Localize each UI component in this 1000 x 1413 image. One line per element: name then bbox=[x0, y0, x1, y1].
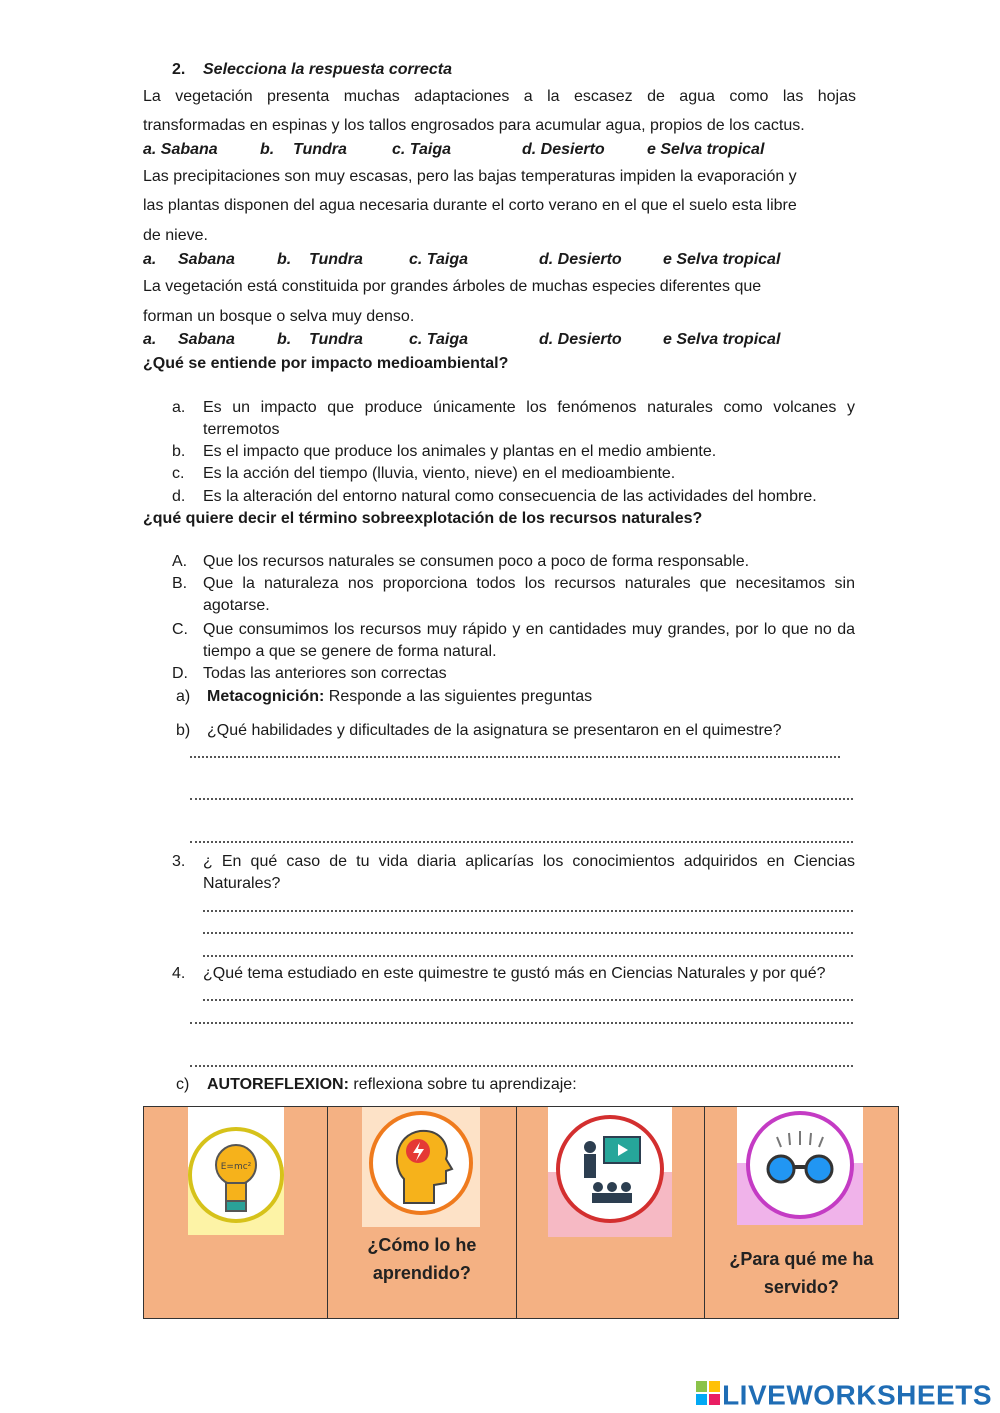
question-b-letter: b) bbox=[176, 722, 191, 739]
option-d[interactable]: d. Desierto bbox=[522, 141, 605, 158]
autoreflexion-label: AUTOREFLEXION: bbox=[207, 1076, 349, 1093]
q1-line2: transformadas en espinas y los tallos engrosados para acumular agua, propios de los cactus. bbox=[143, 117, 805, 134]
sobre-option-letter: D. bbox=[172, 665, 188, 682]
sobre-option-letter: C. bbox=[172, 621, 188, 638]
question-4-text: ¿Qué tema estudiado en este quimestre te gustó más en Ciencias Naturales y por qué? bbox=[203, 965, 826, 982]
sobre-option-letter: A. bbox=[172, 553, 188, 570]
brand-logo-text: LIVEWORKSHEETS bbox=[722, 1379, 992, 1411]
reflection-cell-3[interactable] bbox=[516, 1107, 704, 1319]
option-a-letter: a. bbox=[143, 251, 157, 268]
option-a-letter: a. bbox=[143, 331, 157, 348]
q1-line1: La vegetación presenta muchas adaptaciones a la escasez de agua como las hojas bbox=[143, 88, 856, 105]
sobre-option-b[interactable]: Que la naturaleza nos proporciona todos los recursos naturales que necesitamos sin agotarse. bbox=[203, 575, 855, 614]
sobre-option-letter: B. bbox=[172, 575, 188, 592]
presentation-icon bbox=[548, 1107, 672, 1237]
option-a[interactable]: Sabana bbox=[178, 331, 235, 348]
answer-line[interactable] bbox=[203, 999, 853, 1001]
option-d[interactable]: d. Desierto bbox=[539, 251, 622, 268]
question-3-number: 3. bbox=[172, 853, 186, 870]
question-3-line2: Naturales? bbox=[203, 875, 281, 892]
section-title: Selecciona la respuesta correcta bbox=[203, 61, 453, 78]
option-d[interactable]: d. Desierto bbox=[539, 331, 622, 348]
head-idea-icon bbox=[362, 1107, 480, 1227]
option-a[interactable]: a. Sabana bbox=[143, 141, 218, 158]
metacognicion-label: Metacognición: bbox=[207, 688, 325, 705]
answer-line[interactable] bbox=[190, 1065, 853, 1067]
autoreflexion-letter: c) bbox=[176, 1076, 190, 1093]
q2-line2: las plantas disponen del agua necesaria durante el corto verano en el que el suelo esta libre bbox=[143, 197, 797, 214]
q2-line1: Las precipitaciones son muy escasas, pero las bajas temperaturas impiden la evaporación y bbox=[143, 168, 797, 185]
cell-label-line1: ¿Para qué me ha bbox=[729, 1249, 874, 1269]
lightbulb-icon bbox=[188, 1107, 284, 1235]
answer-line[interactable] bbox=[203, 955, 853, 957]
answer-line[interactable] bbox=[190, 841, 853, 843]
impacto-question: ¿Qué se entiende por impacto medioambiental? bbox=[143, 355, 509, 372]
impacto-option-letter: a. bbox=[172, 399, 186, 416]
q2-line3: de nieve. bbox=[143, 227, 208, 244]
reflection-cell-2[interactable] bbox=[328, 1107, 516, 1319]
cell-label-line2: servido? bbox=[763, 1277, 839, 1297]
liveworksheets-icon bbox=[696, 1380, 720, 1412]
question-4-number: 4. bbox=[172, 965, 186, 982]
sobreexplotacion-question: ¿qué quiere decir el término sobreexplotación de los recursos naturales? bbox=[143, 510, 703, 527]
impacto-option-letter: c. bbox=[172, 465, 185, 482]
metacognicion-line bbox=[207, 686, 592, 708]
sobre-option-d[interactable]: Todas las anteriores son correctas bbox=[203, 665, 447, 682]
bulb-formula: E=mc² bbox=[220, 1162, 252, 1172]
option-e[interactable]: e Selva tropical bbox=[647, 141, 765, 158]
brand-logo[interactable] bbox=[696, 1378, 992, 1412]
answer-line[interactable] bbox=[203, 910, 853, 912]
metacognicion-text: Responde a las siguientes preguntas bbox=[328, 688, 593, 705]
option-b-letter: b. bbox=[277, 331, 292, 348]
option-b[interactable]: Tundra bbox=[309, 251, 363, 268]
option-b[interactable]: Tundra bbox=[309, 331, 363, 348]
reflection-cell-4[interactable] bbox=[704, 1107, 898, 1319]
impacto-option-d[interactable]: Es la alteración del entorno natural como consecuencia de las actividades del hombre. bbox=[203, 488, 817, 505]
autoreflexion-line bbox=[207, 1074, 577, 1096]
q3-line2: forman un bosque o selva muy denso. bbox=[143, 308, 415, 325]
question-b-text: ¿Qué habilidades y dificultades de la asignatura se presentaron en el quimestre? bbox=[207, 722, 782, 739]
option-b-letter: b. bbox=[277, 251, 292, 268]
q3-line1: La vegetación está constituida por grandes árboles de muchas especies diferentes que bbox=[143, 278, 762, 295]
metacognicion-letter: a) bbox=[176, 688, 191, 705]
option-c[interactable]: c. Taiga bbox=[409, 251, 468, 268]
question-3-line1: ¿ En qué caso de tu vida diaria aplicarías los conocimientos adquiridos en Ciencias bbox=[203, 853, 855, 870]
sobre-option-a[interactable]: Que los recursos naturales se consumen poco a poco de forma responsable. bbox=[203, 553, 750, 570]
sobre-option-c[interactable]: Que consumimos los recursos muy rápido y en cantidades muy grandes, por lo que no da tiempo a que se genere de forma natural. bbox=[203, 621, 855, 660]
answer-line[interactable] bbox=[190, 756, 840, 758]
answer-line[interactable] bbox=[190, 798, 853, 800]
option-a[interactable]: Sabana bbox=[178, 251, 235, 268]
option-c[interactable]: c. Taiga bbox=[392, 141, 451, 158]
answer-line[interactable] bbox=[190, 1022, 853, 1024]
impacto-option-b[interactable]: Es el impacto que produce los animales y plantas en el medio ambiente. bbox=[203, 443, 717, 460]
option-e[interactable]: e Selva tropical bbox=[663, 331, 781, 348]
glasses-icon bbox=[737, 1107, 863, 1225]
answer-line[interactable] bbox=[203, 932, 853, 934]
impacto-option-c[interactable]: Es la acción del tiempo (lluvia, viento, nieve) en el medioambiente. bbox=[203, 465, 676, 482]
option-b[interactable]: Tundra bbox=[293, 141, 347, 158]
impacto-option-letter: b. bbox=[172, 443, 186, 460]
cell-label-line2: aprendido? bbox=[372, 1263, 471, 1283]
option-e[interactable]: e Selva tropical bbox=[663, 251, 781, 268]
option-c[interactable]: c. Taiga bbox=[409, 331, 468, 348]
section-number: 2. bbox=[172, 61, 186, 78]
option-b-letter: b. bbox=[260, 141, 275, 158]
cell-label-line1: ¿Cómo lo he bbox=[367, 1235, 477, 1255]
reflection-table bbox=[143, 1106, 899, 1319]
impacto-option-letter: d. bbox=[172, 488, 186, 505]
impacto-option-a[interactable]: Es un impacto que produce únicamente los fenómenos naturales como volcanes y terremotos bbox=[203, 399, 855, 438]
reflection-cell-1[interactable] bbox=[144, 1107, 328, 1319]
autoreflexion-text: reflexiona sobre tu aprendizaje: bbox=[353, 1076, 577, 1093]
